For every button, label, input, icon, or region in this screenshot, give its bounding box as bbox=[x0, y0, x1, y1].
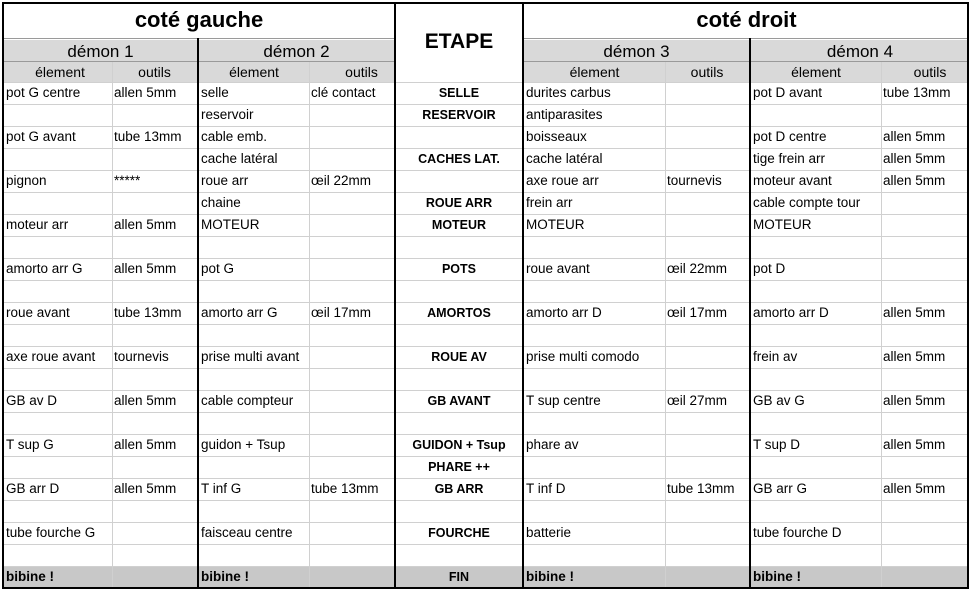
d4-outils-cell[interactable] bbox=[881, 412, 969, 434]
row-gridline bbox=[4, 390, 969, 391]
d2-outils-cell[interactable] bbox=[309, 368, 394, 390]
etape-cell[interactable]: ROUE AV bbox=[431, 350, 487, 364]
d3-outils-cell[interactable]: œil 17mm bbox=[667, 305, 727, 320]
d3-element-cell[interactable]: phare av bbox=[526, 437, 579, 452]
row-gridline bbox=[4, 126, 969, 127]
d1-element-cell[interactable] bbox=[4, 104, 112, 126]
d2-element-cell[interactable]: roue arr bbox=[201, 173, 249, 188]
d3-element-cell[interactable]: cache latéral bbox=[526, 151, 603, 166]
d2-element-cell[interactable]: faisceau centre bbox=[201, 525, 293, 540]
etape-cell[interactable]: AMORTOS bbox=[427, 306, 491, 320]
d1-outils-cell[interactable] bbox=[112, 324, 197, 346]
d3-element-cell[interactable] bbox=[524, 368, 665, 390]
d3-element-cell[interactable] bbox=[524, 456, 665, 478]
footer-etape[interactable]: FIN bbox=[396, 566, 522, 589]
row-gridline bbox=[4, 544, 969, 545]
d3-element-header[interactable]: élement bbox=[524, 62, 665, 82]
row-gridline bbox=[4, 434, 969, 435]
d3-element-cell[interactable]: axe roue arr bbox=[526, 173, 599, 188]
d4-element-cell[interactable]: pot D avant bbox=[753, 85, 823, 100]
d3-outils-cell[interactable] bbox=[665, 236, 749, 258]
etape-cell[interactable]: SELLE bbox=[438, 86, 480, 100]
footer-d3[interactable]: bibine ! bbox=[524, 566, 749, 589]
d3-outils-cell[interactable] bbox=[665, 192, 749, 214]
d3-element-cell[interactable]: amorto arr D bbox=[526, 305, 602, 320]
etape-cell[interactable]: GB AVANT bbox=[427, 394, 491, 408]
row-gridline bbox=[4, 148, 969, 149]
d4-element-cell[interactable] bbox=[751, 368, 881, 390]
d4-outils-cell[interactable] bbox=[881, 104, 969, 126]
d1-element-header[interactable]: élement bbox=[4, 62, 112, 82]
d2-outils-cell[interactable] bbox=[309, 104, 394, 126]
footer-d1[interactable]: bibine ! bbox=[4, 566, 197, 589]
d1-outils-cell[interactable] bbox=[112, 236, 197, 258]
d4-outils-cell[interactable] bbox=[881, 192, 969, 214]
etape-cell[interactable]: GUIDON + Tsup bbox=[412, 438, 506, 452]
d4-outils-cell[interactable] bbox=[881, 214, 969, 236]
d3-outils-cell[interactable]: œil 22mm bbox=[667, 261, 727, 276]
row-gridline bbox=[4, 500, 969, 501]
d3-element-cell[interactable]: durites carbus bbox=[526, 85, 611, 100]
d4-element-cell[interactable]: pot D centre bbox=[753, 129, 827, 144]
etape-cell[interactable]: ROUE ARR bbox=[425, 196, 493, 210]
d2-element-cell[interactable]: cable compteur bbox=[201, 393, 294, 408]
d1-element-cell[interactable] bbox=[4, 456, 112, 478]
d2-outils-cell[interactable] bbox=[309, 412, 394, 434]
d1-outils-cell[interactable]: tournevis bbox=[114, 349, 169, 364]
row-gridline bbox=[4, 280, 969, 281]
d4-element-cell[interactable] bbox=[751, 412, 881, 434]
d3-element-cell[interactable]: antiparasites bbox=[526, 107, 603, 122]
d4-outils-cell[interactable] bbox=[881, 522, 969, 544]
d2-outils-cell[interactable] bbox=[309, 390, 394, 412]
d1-element-cell[interactable]: moteur arr bbox=[6, 217, 69, 232]
d2-element-cell[interactable]: selle bbox=[201, 85, 229, 100]
d1-outils-cell[interactable]: tube 13mm bbox=[114, 129, 182, 144]
d4-element-cell[interactable] bbox=[751, 104, 881, 126]
demon-3-header[interactable]: démon 3 bbox=[524, 40, 749, 62]
d4-element-cell[interactable] bbox=[751, 280, 881, 302]
d2-outils-cell[interactable] bbox=[309, 126, 394, 148]
d4-outils-cell[interactable] bbox=[881, 456, 969, 478]
etape-cell[interactable] bbox=[396, 236, 522, 258]
d2-outils-cell[interactable] bbox=[309, 214, 394, 236]
d2-element-cell[interactable] bbox=[199, 412, 309, 434]
row-gridline bbox=[4, 214, 969, 215]
d2-outils-cell[interactable] bbox=[309, 258, 394, 280]
etape-cell[interactable]: MOTEUR bbox=[431, 218, 487, 232]
d4-outils-cell[interactable] bbox=[881, 500, 969, 522]
etape-cell[interactable] bbox=[396, 500, 522, 522]
d2-outils-cell[interactable] bbox=[309, 192, 394, 214]
left-side-title[interactable]: coté gauche bbox=[134, 7, 264, 32]
etape-cell[interactable]: CACHES LAT. bbox=[418, 152, 500, 166]
d1-outils-cell[interactable] bbox=[112, 104, 197, 126]
d3-outils-cell[interactable] bbox=[665, 500, 749, 522]
d1-outils-cell[interactable] bbox=[112, 544, 197, 566]
d3-outils-cell[interactable] bbox=[665, 148, 749, 170]
d1-element-cell[interactable] bbox=[4, 368, 112, 390]
d3-outils-cell[interactable] bbox=[665, 324, 749, 346]
etape-cell[interactable]: POTS bbox=[441, 262, 477, 276]
d4-element-cell[interactable] bbox=[751, 324, 881, 346]
d1-outils-cell[interactable]: allen 5mm bbox=[114, 481, 177, 496]
d1-element-cell[interactable] bbox=[4, 236, 112, 258]
d2-outils-cell[interactable]: œil 17mm bbox=[311, 305, 371, 320]
d4-element-header[interactable]: élement bbox=[751, 62, 881, 82]
row-gridline bbox=[4, 170, 969, 171]
d2-element-cell[interactable]: T inf G bbox=[201, 481, 242, 496]
d1-outils-cell[interactable] bbox=[112, 192, 197, 214]
d1-outils-cell[interactable] bbox=[112, 280, 197, 302]
d1-element-cell[interactable] bbox=[4, 324, 112, 346]
d2-outils-cell[interactable] bbox=[309, 500, 394, 522]
d3-element-cell[interactable]: MOTEUR bbox=[526, 217, 585, 232]
d2-outils-cell[interactable]: œil 22mm bbox=[311, 173, 371, 188]
footer-d4[interactable]: bibine ! bbox=[751, 566, 969, 589]
d4-outils-cell[interactable]: allen 5mm bbox=[883, 129, 946, 144]
d2-outils-cell[interactable] bbox=[309, 148, 394, 170]
d1-element-cell[interactable]: GB arr D bbox=[6, 481, 60, 496]
d2-element-cell[interactable]: guidon + Tsup bbox=[201, 437, 286, 452]
section-border bbox=[749, 38, 751, 589]
d1-element-cell[interactable]: roue avant bbox=[6, 305, 70, 320]
etape-cell[interactable] bbox=[396, 324, 522, 346]
d1-outils-cell[interactable]: allen 5mm bbox=[114, 393, 177, 408]
d3-outils-cell[interactable] bbox=[665, 368, 749, 390]
d2-outils-cell[interactable]: tube 13mm bbox=[311, 481, 379, 496]
d1-element-cell[interactable]: T sup G bbox=[6, 437, 54, 452]
d4-outils-cell[interactable]: allen 5mm bbox=[883, 481, 946, 496]
d4-outils-cell[interactable]: allen 5mm bbox=[883, 393, 946, 408]
d2-outils-cell[interactable] bbox=[309, 280, 394, 302]
demon-2-header[interactable]: démon 2 bbox=[199, 40, 394, 62]
d1-element-cell[interactable]: axe roue avant bbox=[6, 349, 96, 364]
section-border bbox=[394, 2, 396, 589]
d2-element-cell[interactable]: pot G bbox=[201, 261, 235, 276]
column-gridline bbox=[112, 62, 113, 589]
d2-outils-cell[interactable] bbox=[309, 434, 394, 456]
d3-outils-cell[interactable] bbox=[665, 522, 749, 544]
d4-element-cell[interactable]: tige frein arr bbox=[753, 151, 826, 166]
d1-element-cell[interactable] bbox=[4, 192, 112, 214]
etape-cell[interactable]: FOURCHE bbox=[428, 526, 490, 540]
row-gridline bbox=[4, 236, 969, 237]
d1-outils-cell[interactable] bbox=[112, 368, 197, 390]
section-border bbox=[522, 2, 524, 589]
d3-element-cell[interactable] bbox=[524, 412, 665, 434]
d2-outils-cell[interactable] bbox=[309, 324, 394, 346]
d2-outils-cell[interactable] bbox=[309, 456, 394, 478]
d4-element-cell[interactable]: frein av bbox=[753, 349, 798, 364]
right-side-title[interactable]: coté droit bbox=[696, 7, 797, 32]
d3-element-cell[interactable]: prise multi comodo bbox=[526, 349, 640, 364]
d2-element-cell[interactable]: chaine bbox=[201, 195, 241, 210]
d1-outils-cell[interactable]: allen 5mm bbox=[114, 437, 177, 452]
d4-outils-cell[interactable]: allen 5mm bbox=[883, 151, 946, 166]
d4-element-cell[interactable]: cable compte tour bbox=[753, 195, 861, 210]
row-gridline bbox=[4, 192, 969, 193]
d3-outils-cell[interactable] bbox=[665, 104, 749, 126]
d4-outils-cell[interactable]: allen 5mm bbox=[883, 173, 946, 188]
header-gridline bbox=[524, 38, 969, 39]
d3-element-cell[interactable]: T inf D bbox=[526, 481, 566, 496]
d2-outils-cell[interactable] bbox=[309, 544, 394, 566]
d4-outils-cell[interactable] bbox=[881, 280, 969, 302]
d3-element-cell[interactable]: roue avant bbox=[526, 261, 590, 276]
d1-element-cell[interactable]: pignon bbox=[6, 173, 47, 188]
d3-outils-cell[interactable] bbox=[665, 544, 749, 566]
d3-element-cell[interactable] bbox=[524, 236, 665, 258]
d3-outils-cell[interactable] bbox=[665, 346, 749, 368]
d3-outils-cell[interactable]: tube 13mm bbox=[667, 481, 735, 496]
d4-element-cell[interactable]: pot D bbox=[753, 261, 786, 276]
d1-outils-cell[interactable]: allen 5mm bbox=[114, 85, 177, 100]
etape-cell[interactable] bbox=[396, 544, 522, 566]
d4-element-cell[interactable]: amorto arr D bbox=[753, 305, 829, 320]
row-gridline bbox=[4, 412, 969, 413]
row-gridline bbox=[4, 258, 969, 259]
d2-element-header[interactable]: élement bbox=[199, 62, 309, 82]
d1-element-cell[interactable] bbox=[4, 500, 112, 522]
d3-outils-cell[interactable] bbox=[665, 280, 749, 302]
d1-outils-cell[interactable]: allen 5mm bbox=[114, 217, 177, 232]
d1-element-cell[interactable]: pot G centre bbox=[6, 85, 81, 100]
demon-4-header[interactable]: démon 4 bbox=[751, 40, 969, 62]
row-gridline bbox=[4, 324, 969, 325]
section-border bbox=[967, 2, 969, 589]
header-gridline bbox=[524, 61, 969, 62]
outer-border bbox=[2, 2, 969, 4]
row-gridline bbox=[4, 522, 969, 523]
d2-element-cell[interactable]: cache latéral bbox=[201, 151, 278, 166]
etape-title[interactable]: ETAPE bbox=[424, 30, 494, 53]
d4-element-cell[interactable] bbox=[751, 544, 881, 566]
d1-element-cell[interactable] bbox=[4, 412, 112, 434]
d2-outils-cell[interactable] bbox=[309, 346, 394, 368]
d2-element-cell[interactable] bbox=[199, 280, 309, 302]
row-gridline bbox=[4, 104, 969, 105]
d1-element-cell[interactable] bbox=[4, 544, 112, 566]
d3-outils-cell[interactable] bbox=[665, 412, 749, 434]
d1-element-cell[interactable]: amorto arr G bbox=[6, 261, 83, 276]
d3-outils-cell[interactable] bbox=[665, 82, 749, 104]
etape-cell[interactable]: RESERVOIR bbox=[422, 108, 496, 122]
d3-element-cell[interactable]: batterie bbox=[526, 525, 572, 540]
d1-element-cell[interactable]: pot G avant bbox=[6, 129, 76, 144]
demon-1-header[interactable]: démon 1 bbox=[4, 40, 197, 62]
d2-element-cell[interactable] bbox=[199, 456, 309, 478]
d4-outils-cell[interactable] bbox=[881, 324, 969, 346]
d3-outils-cell[interactable]: tournevis bbox=[667, 173, 722, 188]
d4-element-cell[interactable]: GB arr G bbox=[753, 481, 808, 496]
d3-element-cell[interactable] bbox=[524, 500, 665, 522]
footer-d2[interactable]: bibine ! bbox=[199, 566, 394, 589]
etape-cell[interactable] bbox=[396, 170, 522, 192]
d1-outils-cell[interactable]: tube 13mm bbox=[114, 305, 182, 320]
d4-outils-cell[interactable]: allen 5mm bbox=[883, 305, 946, 320]
d2-element-cell[interactable]: MOTEUR bbox=[201, 217, 260, 232]
d3-outils-cell[interactable]: œil 27mm bbox=[667, 393, 727, 408]
d1-element-cell[interactable] bbox=[4, 280, 112, 302]
d1-element-cell[interactable]: GB av D bbox=[6, 393, 58, 408]
row-gridline bbox=[4, 566, 969, 567]
d1-outils-cell[interactable] bbox=[112, 456, 197, 478]
d4-element-cell[interactable] bbox=[751, 500, 881, 522]
d2-element-cell[interactable]: cable emb. bbox=[201, 129, 268, 144]
row-gridline bbox=[4, 82, 969, 83]
d3-element-cell[interactable]: boisseaux bbox=[526, 129, 587, 144]
d2-element-cell[interactable] bbox=[199, 236, 309, 258]
d4-outils-header[interactable]: outils bbox=[881, 62, 969, 82]
d3-outils-cell[interactable] bbox=[665, 214, 749, 236]
header-gridline bbox=[4, 61, 394, 62]
d2-element-cell[interactable] bbox=[199, 368, 309, 390]
etape-cell[interactable] bbox=[396, 412, 522, 434]
d4-element-cell[interactable]: GB av G bbox=[753, 393, 805, 408]
section-border bbox=[197, 38, 199, 589]
column-gridline bbox=[665, 62, 666, 589]
d1-element-cell[interactable] bbox=[4, 148, 112, 170]
d3-outils-cell[interactable] bbox=[665, 434, 749, 456]
d4-element-cell[interactable] bbox=[751, 236, 881, 258]
d1-outils-header[interactable]: outils bbox=[112, 62, 197, 82]
d3-element-cell[interactable]: T sup centre bbox=[526, 393, 601, 408]
header-gridline bbox=[4, 38, 394, 39]
d3-outils-header[interactable]: outils bbox=[665, 62, 749, 82]
d2-element-cell[interactable]: amorto arr G bbox=[201, 305, 278, 320]
d4-element-cell[interactable]: T sup D bbox=[753, 437, 801, 452]
d4-outils-cell[interactable]: tube 13mm bbox=[883, 85, 951, 100]
d4-outils-cell[interactable] bbox=[881, 236, 969, 258]
row-gridline bbox=[4, 368, 969, 369]
row-gridline bbox=[4, 302, 969, 303]
d2-element-cell[interactable]: reservoir bbox=[201, 107, 254, 122]
d4-element-cell[interactable] bbox=[751, 456, 881, 478]
d3-element-cell[interactable]: frein arr bbox=[526, 195, 573, 210]
d2-element-cell[interactable]: prise multi avant bbox=[201, 349, 300, 364]
d4-outils-cell[interactable]: allen 5mm bbox=[883, 437, 946, 452]
d4-element-cell[interactable]: moteur avant bbox=[753, 173, 832, 188]
etape-cell[interactable]: GB ARR bbox=[434, 482, 484, 496]
row-gridline bbox=[4, 456, 969, 457]
d3-element-cell[interactable] bbox=[524, 280, 665, 302]
d2-element-cell[interactable] bbox=[199, 324, 309, 346]
d1-outils-cell[interactable] bbox=[112, 412, 197, 434]
d1-outils-cell[interactable]: allen 5mm bbox=[114, 261, 177, 276]
section-border bbox=[2, 2, 4, 589]
d4-outils-cell[interactable]: allen 5mm bbox=[883, 349, 946, 364]
row-gridline bbox=[4, 478, 969, 479]
d3-outils-cell[interactable] bbox=[665, 456, 749, 478]
d1-element-cell[interactable]: tube fourche G bbox=[6, 525, 96, 540]
d3-element-cell[interactable] bbox=[524, 324, 665, 346]
d1-outils-cell[interactable] bbox=[112, 500, 197, 522]
spreadsheet bbox=[2, 2, 969, 589]
d4-outils-cell[interactable] bbox=[881, 544, 969, 566]
d4-outils-cell[interactable] bbox=[881, 258, 969, 280]
column-gridline bbox=[881, 62, 882, 589]
d2-element-cell[interactable] bbox=[199, 544, 309, 566]
d2-outils-header[interactable]: outils bbox=[309, 62, 394, 82]
d2-outils-cell[interactable] bbox=[309, 522, 394, 544]
column-gridline bbox=[309, 62, 310, 589]
d4-element-cell[interactable]: MOTEUR bbox=[753, 217, 812, 232]
etape-cell[interactable] bbox=[396, 368, 522, 390]
d2-outils-cell[interactable] bbox=[309, 236, 394, 258]
d1-outils-cell[interactable] bbox=[112, 522, 197, 544]
row-gridline bbox=[4, 346, 969, 347]
d2-element-cell[interactable] bbox=[199, 500, 309, 522]
outer-border bbox=[2, 587, 969, 589]
d1-outils-cell[interactable]: ***** bbox=[114, 173, 141, 188]
d1-outils-cell[interactable] bbox=[112, 148, 197, 170]
d3-outils-cell[interactable] bbox=[665, 126, 749, 148]
etape-cell[interactable] bbox=[396, 280, 522, 302]
etape-cell[interactable] bbox=[396, 126, 522, 148]
d3-element-cell[interactable] bbox=[524, 544, 665, 566]
d2-outils-cell[interactable]: clé contact bbox=[311, 85, 376, 100]
d4-element-cell[interactable]: tube fourche D bbox=[753, 525, 842, 540]
etape-cell[interactable]: PHARE ++ bbox=[428, 460, 490, 474]
d4-outils-cell[interactable] bbox=[881, 368, 969, 390]
